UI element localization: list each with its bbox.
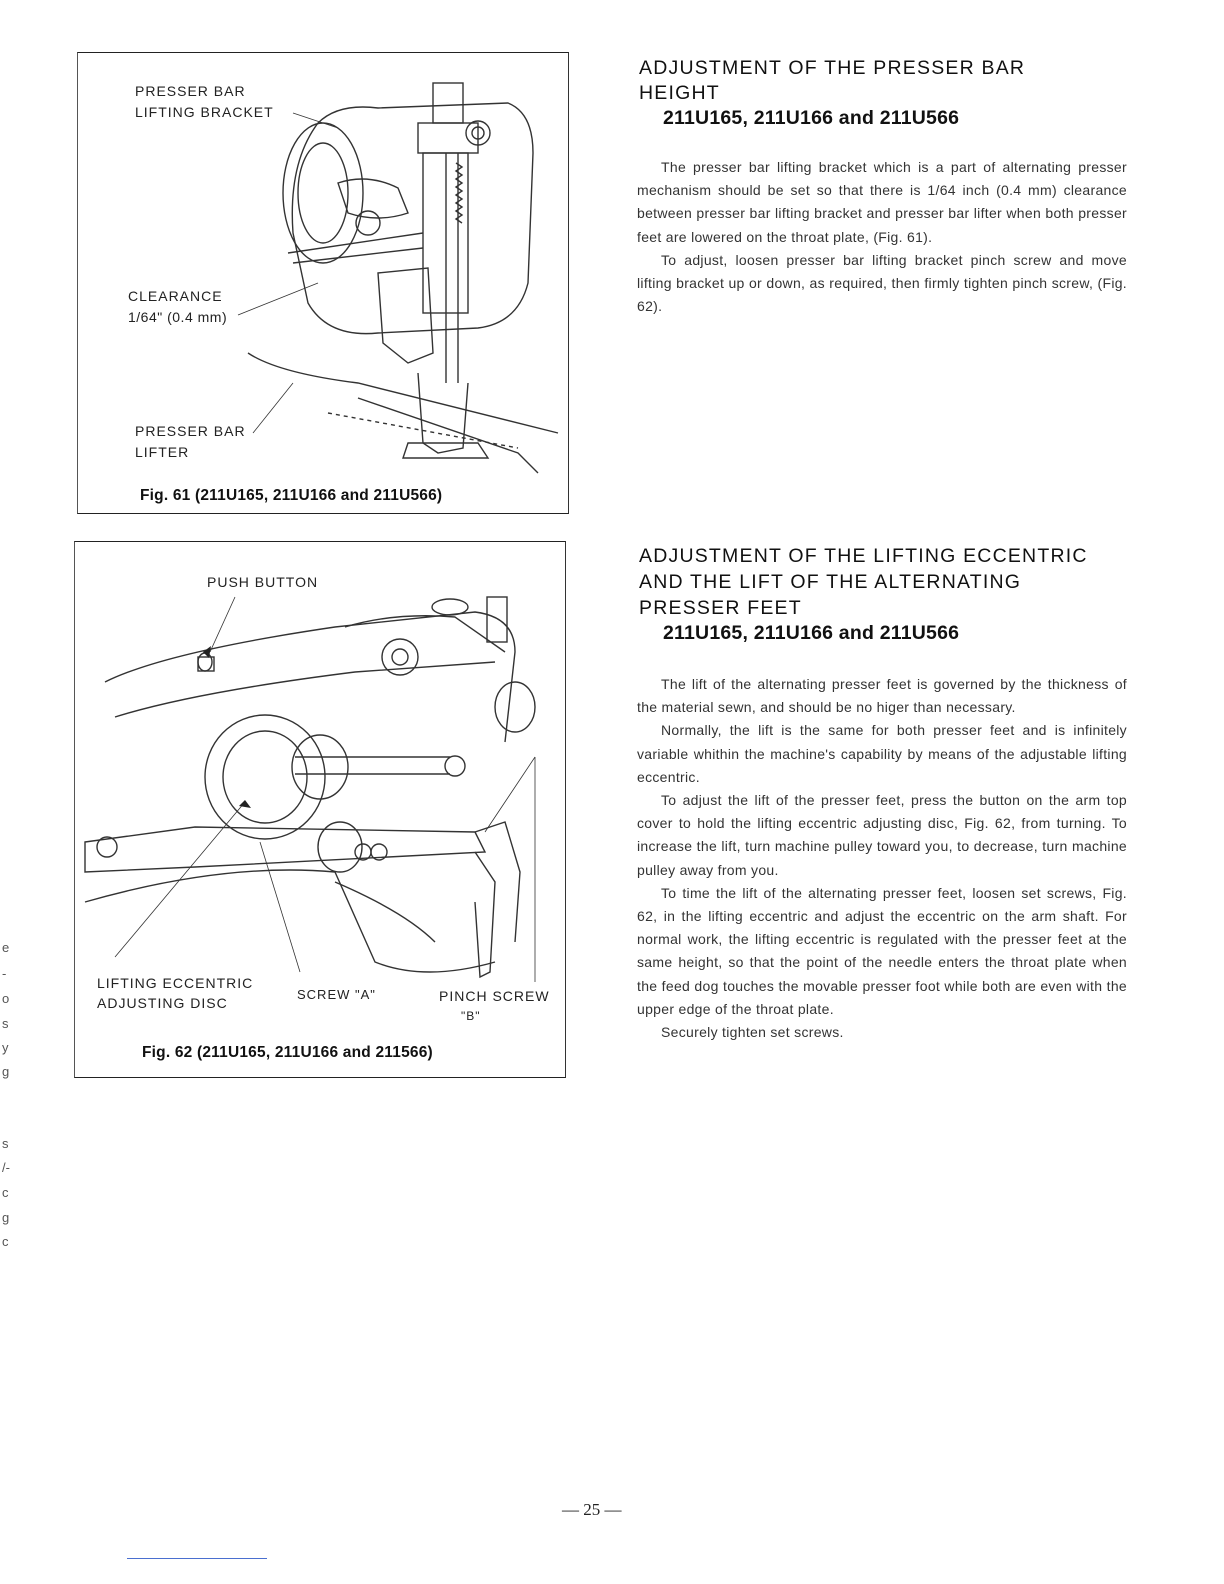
margin-mark: c xyxy=(2,1185,9,1200)
presser-bar-lifter-label-1: PRESSER BAR xyxy=(135,423,246,439)
section-2-paragraph: Normally, the lift is the same for both presser feet and is infinitely variable whithin the machine's capability by means of the adjustable lifting eccentric. xyxy=(637,722,1127,785)
margin-mark: y xyxy=(2,1040,9,1055)
figure-61-caption: Fig. 61 (211U165, 211U166 and 211U566) xyxy=(140,487,443,504)
section-2-paragraph: To adjust the lift of the presser feet, press the button on the arm top cover to hold the lifting eccentric adjusting disc, Fig. 62, from turning. To increase the lift, turn machine pulley toward you, to decrease, turn machine pulley away from you. xyxy=(637,792,1127,878)
margin-mark: - xyxy=(2,966,7,981)
lifting-eccentric-label-1: LIFTING ECCENTRIC xyxy=(97,975,254,991)
section-2-paragraph: Securely tighten set screws. xyxy=(661,1024,844,1041)
screw-a-label: SCREW "A" xyxy=(297,987,376,1002)
section-2-paragraph: To time the lift of the alternating presser feet, loosen set screws, Fig. 62, in the lifting eccentric and adjust the eccentric on the arm shaft. For normal work, the lifting eccentric is regulated with the presser feet at the same height, so that the point of the needle enters the throat plate when the feed dog touches the movable presser foot while both are even with the upper edge of the throat plate. xyxy=(637,884,1127,1017)
margin-mark: /- xyxy=(2,1160,10,1175)
margin-mark: g xyxy=(2,1210,10,1225)
margin-mark: s xyxy=(2,1016,9,1031)
pinch-screw-label-2: "B" xyxy=(461,1009,481,1023)
margin-mark: e xyxy=(2,940,10,955)
clearance-label-1: CLEARANCE xyxy=(128,288,223,304)
margin-mark: o xyxy=(2,991,10,1006)
section-2-heading-line-2: AND THE LIFT OF THE ALTERNATING xyxy=(639,571,1022,593)
clearance-label-2: 1/64" (0.4 mm) xyxy=(128,309,228,325)
bottom-rule xyxy=(127,1558,267,1559)
push-button-label: PUSH BUTTON xyxy=(207,574,319,590)
section-1-models: 211U165, 211U166 and 211U566 xyxy=(663,107,960,129)
section-1-body xyxy=(637,156,1127,318)
section-2-heading-line-3: PRESSER FEET xyxy=(639,597,802,619)
figure-62-caption: Fig. 62 (211U165, 211U166 and 211566) xyxy=(142,1044,433,1061)
section-2-paragraph: The lift of the alternating presser feet is governed by the thickness of the material sewn, and should be no higer than necessary. xyxy=(637,676,1127,716)
lifting-eccentric-label-2: ADJUSTING DISC xyxy=(97,995,228,1011)
section-1-paragraph: The presser bar lifting bracket which is a part of alternating presser mechanism should be set so that there is 1/64 inch (0.4 mm) clearance between presser bar lifting bracket and presser bar lifter when both presser feet are lowered on the throat plate, (Fig. 61). xyxy=(637,159,1127,245)
margin-mark: g xyxy=(2,1064,10,1079)
figure-61 xyxy=(77,52,569,514)
section-2-models: 211U165, 211U166 and 211U566 xyxy=(663,622,960,644)
margin-mark: c xyxy=(2,1234,9,1249)
page-number: — 25 — xyxy=(562,1500,622,1519)
margin-mark: s xyxy=(2,1136,9,1151)
section-1-paragraph: To adjust, loosen presser bar lifting bracket pinch screw and move lifting bracket up or down, as required, then firmly tighten pinch screw, (Fig. 62). xyxy=(637,251,1127,315)
figure-62 xyxy=(74,541,566,1078)
presser-bar-lifter-label-2: LIFTER xyxy=(135,444,190,460)
section-1-heading-line-2: HEIGHT xyxy=(639,82,720,104)
section-1-heading-line-1: ADJUSTMENT OF THE PRESSER BAR xyxy=(639,57,1026,79)
pinch-screw-label-1: PINCH SCREW xyxy=(439,988,550,1004)
presser-bar-lifting-bracket-label-1: PRESSER BAR xyxy=(135,83,246,99)
section-2-heading-line-1: ADJUSTMENT OF THE LIFTING ECCENTRIC xyxy=(639,545,1088,567)
presser-bar-lifting-bracket-label-2: LIFTING BRACKET xyxy=(135,104,274,120)
section-2-body xyxy=(637,673,1127,1044)
